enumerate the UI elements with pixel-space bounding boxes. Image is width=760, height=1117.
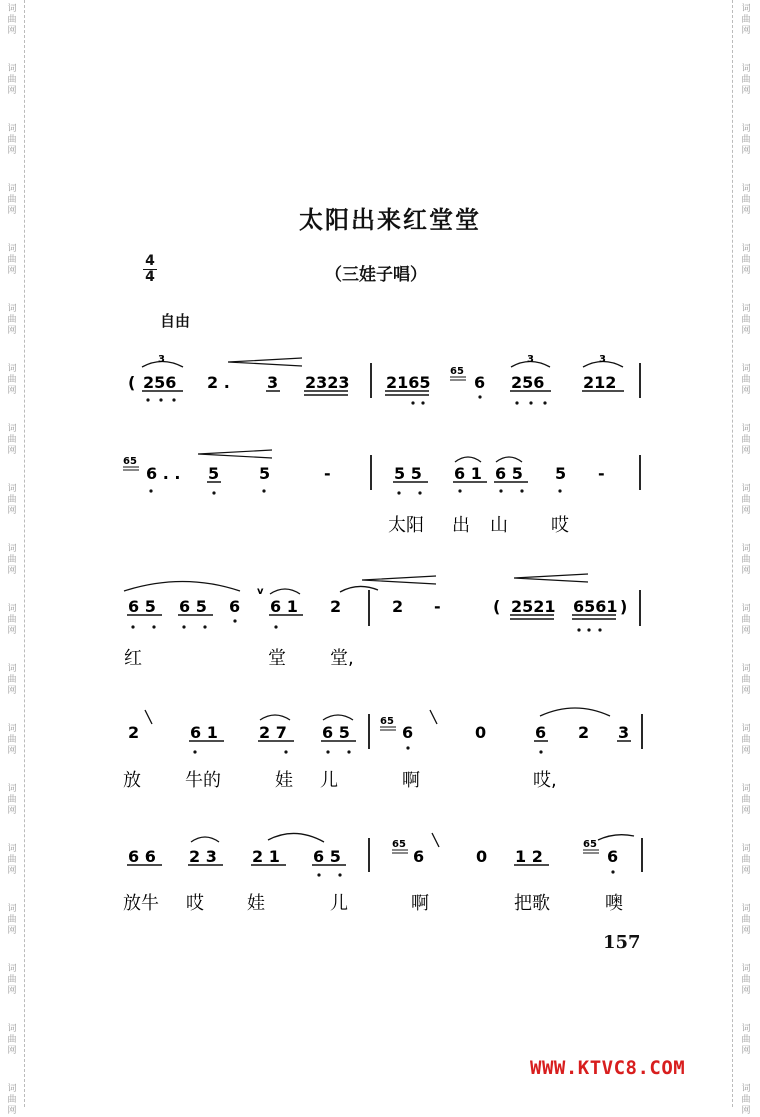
side-watermark-text: 词 曲 网 [741, 784, 751, 816]
note-pair: 6 5 [322, 723, 350, 742]
grace-notes: 65 [380, 716, 394, 727]
side-watermark-text: 词 曲 网 [741, 544, 751, 576]
note-group: 256 [143, 373, 177, 392]
side-watermark-text: 词 曲 网 [7, 544, 17, 576]
note: 6 [413, 847, 425, 866]
note-pair: 6 5 [128, 597, 156, 616]
note-pair: 1 2 [515, 847, 543, 866]
grace-notes: 65 [392, 839, 406, 850]
side-watermark-text: 词 曲 网 [741, 304, 751, 336]
side-watermark-text: 词 曲 网 [741, 724, 751, 756]
triplet-number: 3 [599, 354, 606, 365]
score-line-2 [123, 450, 640, 536]
side-watermark-text: 词 曲 网 [7, 964, 17, 996]
dash: - [324, 464, 331, 483]
note-pair: 6 5 [313, 847, 341, 866]
side-watermark-text: 词 曲 网 [7, 64, 17, 96]
song-title: 太阳出来红堂堂 [299, 206, 481, 234]
lyric: 噢 [605, 893, 623, 914]
side-watermark-text: 词 曲 网 [7, 244, 17, 276]
note: 6 [474, 373, 486, 392]
note: 2 [330, 597, 342, 616]
side-watermark-text: 词 曲 网 [741, 124, 751, 156]
lyric: 山 [490, 515, 508, 536]
note: 5 [555, 464, 567, 483]
side-watermark-text: 词 曲 网 [7, 484, 17, 516]
note-group: 212 [583, 373, 617, 392]
lyric: 牛的 [185, 770, 221, 791]
note: 2 . [207, 373, 230, 392]
lyric: 儿 [330, 893, 348, 914]
note-group: 2521 [511, 597, 556, 616]
side-watermark-text: 词 曲 网 [7, 184, 17, 216]
rest: 0 [476, 847, 488, 866]
score-line-3 [124, 574, 640, 669]
side-watermark-text: 词 曲 网 [7, 904, 17, 936]
note: 2 [578, 723, 590, 742]
lyric: 出 [452, 515, 470, 536]
side-watermark-text: 词 曲 网 [7, 604, 17, 636]
side-watermark-text: 词 曲 网 [7, 424, 17, 456]
grace-notes: 65 [450, 366, 464, 377]
side-watermark-text: 词 曲 网 [741, 244, 751, 276]
lyric: 哎, [533, 770, 557, 791]
side-watermark-text: 词 曲 网 [741, 1024, 751, 1056]
side-watermark-text: 词 曲 网 [7, 1024, 17, 1056]
side-watermark-text: 词 曲 网 [7, 364, 17, 396]
lyric: 娃 [247, 893, 265, 914]
time-signature-bottom: 4 [145, 269, 155, 285]
note: 5 [259, 464, 271, 483]
lyric: 太阳 [388, 515, 424, 536]
side-watermark-text: 词 曲 网 [741, 904, 751, 936]
note: 2 [392, 597, 404, 616]
lyric: 儿 [320, 770, 338, 791]
side-watermark-text: 词 曲 网 [741, 964, 751, 996]
lyric: 娃 [275, 770, 293, 791]
side-watermark-text: 词 曲 网 [7, 304, 17, 336]
crescendo-hairpin [362, 576, 436, 584]
side-watermark-text: 词 曲 网 [741, 664, 751, 696]
lyric: 啊 [411, 893, 429, 914]
grace-notes: 65 [583, 839, 597, 850]
note-group: 256 [511, 373, 545, 392]
dash: - [598, 464, 605, 483]
page-number: 157 [603, 932, 641, 953]
note-group: 6561 [573, 597, 618, 616]
side-watermark-text: 词 曲 网 [7, 4, 17, 36]
dash: - [434, 597, 441, 616]
lyric: 哎 [551, 515, 569, 536]
breath-mark: v [257, 586, 264, 597]
phrase-slur [124, 582, 240, 592]
note-pair: 6 6 [128, 847, 156, 866]
score-line-4 [123, 708, 642, 791]
score-line-5 [123, 833, 642, 914]
side-watermark-text: 词 曲 网 [741, 424, 751, 456]
note-pair: 6 1 [454, 464, 482, 483]
lyric: 堂, [330, 648, 354, 669]
note-pair: 6 5 [495, 464, 523, 483]
triplet-number: 3 [158, 354, 165, 365]
side-watermark-text: 词 曲 网 [7, 124, 17, 156]
time-signature-top: 4 [145, 253, 155, 269]
lyric: 哎 [186, 893, 204, 914]
lyric: 把歌 [514, 893, 550, 914]
side-watermark-text: 词 曲 网 [741, 844, 751, 876]
side-watermark-text: 词 曲 网 [741, 184, 751, 216]
triplet-number: 3 [527, 354, 534, 365]
note-group: 2165 [386, 373, 431, 392]
side-watermark-text: 词 曲 网 [741, 64, 751, 96]
note: 6 [402, 723, 414, 742]
note-pair: 2 7 [259, 723, 287, 742]
singer-subtitle: （三娃子唱） [325, 265, 427, 285]
note-pair: 6 1 [190, 723, 218, 742]
side-watermark-text: 词 曲 网 [741, 484, 751, 516]
open-paren: ( [493, 597, 501, 616]
note-pair: 2 1 [252, 847, 280, 866]
note: 2 [128, 723, 140, 742]
side-watermark-text: 词 曲 网 [7, 724, 17, 756]
note: 6 . . [146, 464, 181, 483]
note-pair: 5 5 [394, 464, 422, 483]
note: 6 [535, 723, 547, 742]
note: 6 [229, 597, 241, 616]
rest: 0 [475, 723, 487, 742]
note-pair: 6 5 [179, 597, 207, 616]
open-paren: ( [128, 373, 136, 392]
note: 6 [607, 847, 619, 866]
close-paren: ) [620, 597, 628, 616]
lyric: 堂 [268, 648, 286, 669]
note-pair: 6 1 [270, 597, 298, 616]
crescendo-hairpin [228, 358, 302, 366]
grace-notes: 65 [123, 456, 137, 467]
lyric: 红 [124, 648, 142, 669]
tempo-marking: 自由 [160, 312, 191, 330]
lyric: 放牛 [123, 893, 159, 914]
side-watermark-text: 词 曲 网 [741, 364, 751, 396]
note-pair: 2 3 [189, 847, 217, 866]
lyric: 啊 [402, 770, 420, 791]
side-watermark-text: 词 曲 网 [7, 844, 17, 876]
note: 5 [208, 464, 220, 483]
side-watermark-text: 词 曲 网 [741, 4, 751, 36]
note: 3 [267, 373, 279, 392]
side-watermark-text: 词 曲 网 [741, 604, 751, 636]
side-watermark-text: 词 曲 网 [7, 784, 17, 816]
side-watermark-text: 词 曲 网 [741, 1084, 751, 1116]
crescendo-hairpin [198, 450, 272, 458]
note: 3 [618, 723, 630, 742]
site-watermark-url[interactable]: WWW.KTVC8.COM [530, 1057, 686, 1079]
lyric: 放 [123, 770, 141, 791]
side-watermark-text: 词 曲 网 [7, 1084, 17, 1116]
note-group: 2323 [305, 373, 350, 392]
score-line-1 [128, 354, 640, 405]
side-watermark-text: 词 曲 网 [7, 664, 17, 696]
